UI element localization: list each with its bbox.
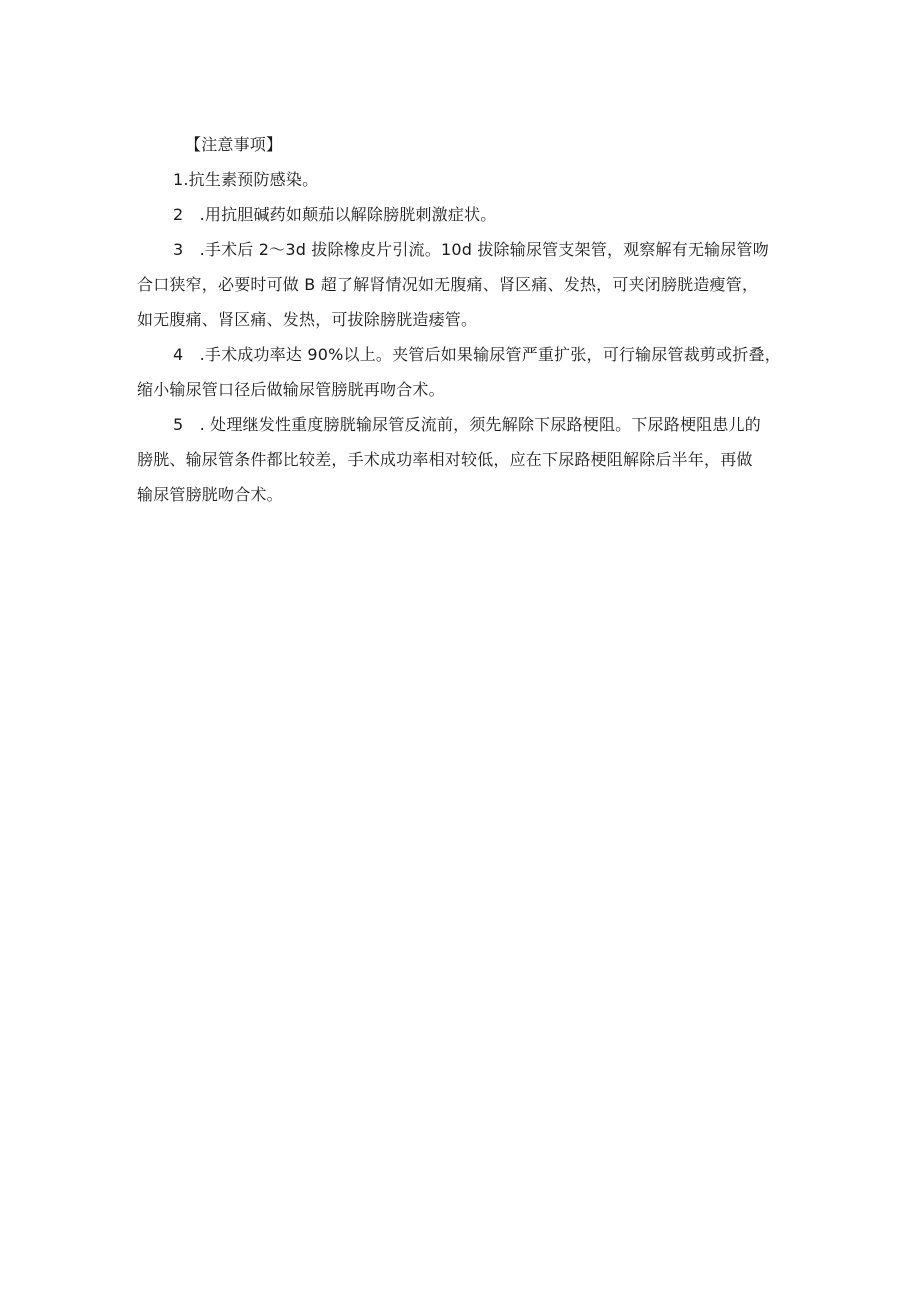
note-item-5 [137, 407, 801, 512]
paragraph-line: 3 .手术后 2～3d 拔除橡皮片引流。10d 拔除输尿管支架管，观察解有无输尿管吻 [173, 240, 769, 259]
paragraph-line: 输尿管膀胱吻合术。 [137, 485, 283, 504]
paragraph-line: 膀胱、输尿管条件都比较差，手术成功率相对较低，应在下尿路梗阻解除后半年，再做 [137, 450, 753, 469]
paragraph-line: 合口狭窄，必要时可做 B 超了解肾情况如无腹痛、肾区痛、发热，可夹闭膀胱造瘦管， [137, 275, 759, 294]
paragraph-line: 1.抗生素预防感染。 [173, 170, 319, 189]
document-body [137, 127, 801, 512]
section-title: 【注意事项】 [185, 135, 283, 154]
paragraph-line: 缩小输尿管口径后做输尿管膀胱再吻合术。 [137, 380, 445, 399]
note-item-4 [137, 337, 801, 407]
note-item-1 [137, 162, 801, 197]
paragraph-line: 如无腹痛、肾区痛、发热，可拔除膀胱造痿管。 [137, 310, 478, 329]
note-item-2 [137, 197, 801, 232]
paragraph-line: 2 .用抗胆碱药如颠茄以解除膀胱刺激症状。 [173, 205, 497, 224]
paragraph-line: 4 .手术成功率达 90%以上。夹管后如果输尿管严重扩张，可行输尿管裁剪或折叠， [173, 345, 781, 364]
note-item-3 [137, 232, 801, 337]
paragraph-line: 5 . 处理继发性重度膀胱输尿管反流前，须先解除下尿路梗阻。下尿路梗阻患儿的 [173, 415, 761, 434]
